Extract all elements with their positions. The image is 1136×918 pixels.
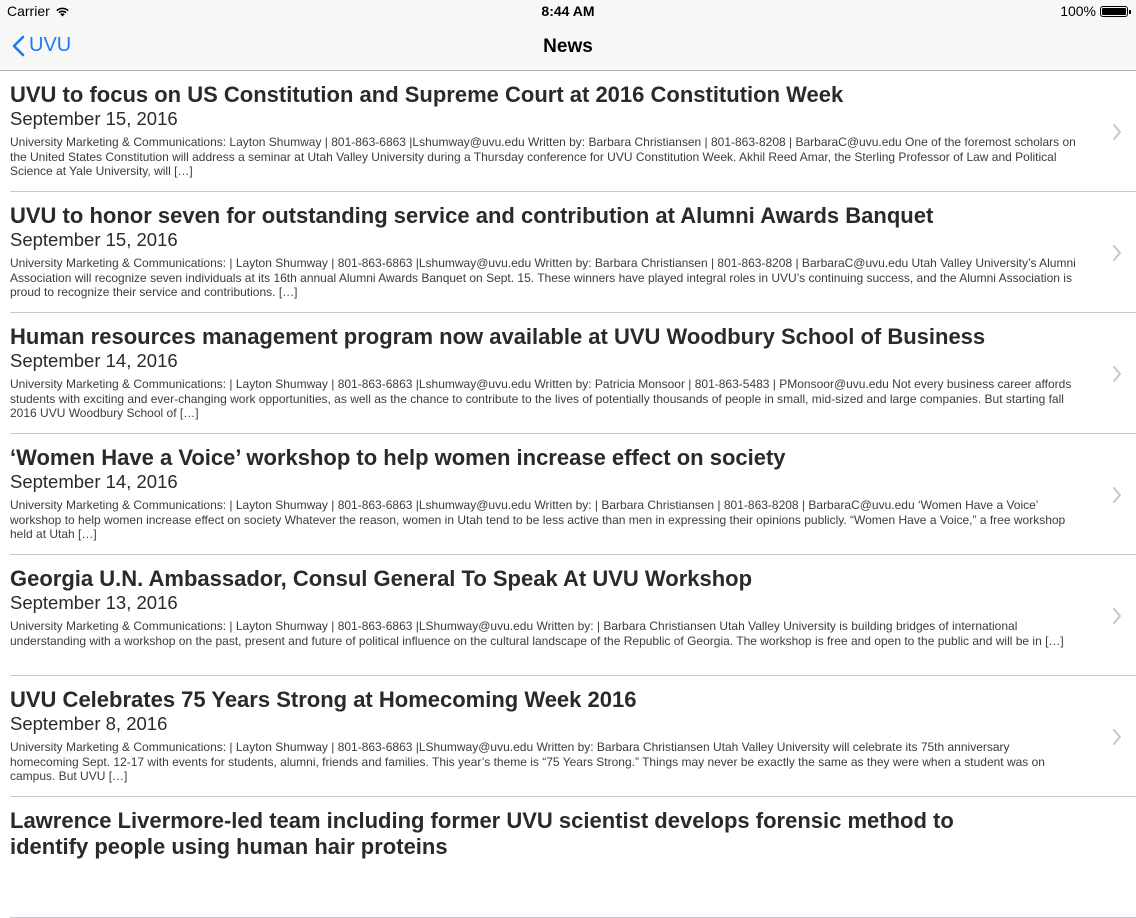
- chevron-right-icon: [1112, 607, 1122, 625]
- battery-icon: [1100, 6, 1128, 17]
- news-item-summary: University Marketing & Communications: Layton Shumway | 801-863-6863 |Lshumway@uvu.edu Written by: Barbara Christiansen | 801-863-8208 | BarbaraC@uvu.edu One of the foremost scholars on the United States Constitution will address a seminar at Utah Valley University during a Thursday conference for UVU Constitution Week. Akhil Reed Amar, the Sterling Professor of Law and Political Science at Yale University, will […]: [10, 135, 1076, 179]
- chevron-right-icon: [1112, 365, 1122, 383]
- chevron-right-icon: [1112, 486, 1122, 504]
- news-item[interactable]: [0, 71, 1136, 192]
- news-item-title: UVU to focus on US Constitution and Supreme Court at 2016 Constitution Week: [10, 82, 844, 107]
- news-item[interactable]: [0, 434, 1136, 555]
- news-item-summary: University Marketing & Communications: | Layton Shumway | 801-863-6863 |Lshumway@uvu.edu Written by: Barbara Christiansen | 801-863-8208 | BarbaraC@uvu.edu Utah Valley University’s Alumni Association will recognize seven individuals at its 16th annual Alumni Awards Banquet on Sept. 15. These winners have played integral roles in UVU’s continuing success, and the Alumni Association is proud to recognize their service and contributions. […]: [10, 256, 1076, 300]
- news-item-title: UVU Celebrates 75 Years Strong at Homecoming Week 2016: [10, 687, 637, 712]
- news-item-summary: University Marketing & Communications: | Layton Shumway | 801-863-6863 |Lshumway@uvu.edu Written by: | Barbara Christiansen | 801-863-8208 | BarbaraC@uvu.edu ‘Women Have a Voice’ workshop to help women increase effect on society Whatever the reason, women in Utah tend to be less active than men in expressing their opinions publicly. “Women Have a Voice,” a free workshop held at Utah […]: [10, 498, 1066, 542]
- news-item-title: ‘Women Have a Voice’ workshop to help women increase effect on society: [10, 445, 786, 470]
- news-item-date: September 15, 2016: [10, 229, 178, 250]
- battery-indicator: [1060, 3, 1128, 19]
- status-time: 8:44 AM: [541, 3, 595, 19]
- news-item[interactable]: [0, 797, 1136, 918]
- page-title: News: [543, 36, 593, 57]
- news-item-date: September 14, 2016: [10, 471, 178, 492]
- news-item-date: September 8, 2016: [10, 713, 168, 734]
- carrier-label: Carrier: [7, 3, 50, 19]
- news-item[interactable]: [0, 192, 1136, 313]
- news-item-title: UVU to honor seven for outstanding service and contribution at Alumni Awards Banquet: [10, 203, 934, 228]
- news-item[interactable]: [0, 313, 1136, 434]
- battery-percent: 100%: [1060, 3, 1096, 19]
- news-item-date: September 14, 2016: [10, 350, 178, 371]
- back-button-label: UVU: [29, 34, 72, 56]
- news-item-summary: University Marketing & Communications: | Layton Shumway | 801-863-6863 |LShumway@uvu.edu Written by: Barbara Christiansen Utah Valley University will celebrate its 75th anniversary homecoming Sept. 12-17 with events for students, alumni, friends and families. This year’s theme is “75 Years Strong.” Things may never be exactly the same as they were when a student was on campus. But UVU […]: [10, 740, 1045, 784]
- status-bar: [0, 0, 1136, 22]
- chevron-right-icon: [1112, 728, 1122, 746]
- news-item-date: September 15, 2016: [10, 108, 178, 129]
- chevron-right-icon: [1112, 123, 1122, 141]
- news-item-title: Human resources management program now available at UVU Woodbury School of Business: [10, 324, 986, 349]
- news-list: [0, 71, 1136, 918]
- navigation-bar: [0, 22, 1136, 71]
- news-item-date: September 13, 2016: [10, 592, 178, 613]
- news-item-summary: University Marketing & Communications: | Layton Shumway | 801-863-6863 |Lshumway@uvu.edu Written by: Patricia Monsoor | 801-863-5483 | PMonsoor@uvu.edu Not every business career affords students with exciting and ever-changing work opportunities, as well as the chance to contribute to the lives of potentially thousands of people in small, mid-sized and large companies. But starting fall 2016 UVU Woodbury School of […]: [10, 377, 1072, 421]
- news-item-title: Lawrence Livermore-led team including former UVU scientist develops forensic method to identify people using human hair proteins: [10, 808, 954, 859]
- chevron-right-icon: [1112, 244, 1122, 262]
- news-item[interactable]: [0, 555, 1136, 676]
- news-item-summary: University Marketing & Communications: | Layton Shumway | 801-863-6863 |LShumway@uvu.edu Written by: | Barbara Christiansen Utah Valley University is building bridges of international understanding with a workshop on the past, present and future of political influence on the cultural landscape of the Republic of Georgia. The workshop is free and open to the public and will be in […]: [10, 619, 1064, 648]
- news-item[interactable]: [0, 676, 1136, 797]
- news-item-title: Georgia U.N. Ambassador, Consul General To Speak At UVU Workshop: [10, 566, 753, 591]
